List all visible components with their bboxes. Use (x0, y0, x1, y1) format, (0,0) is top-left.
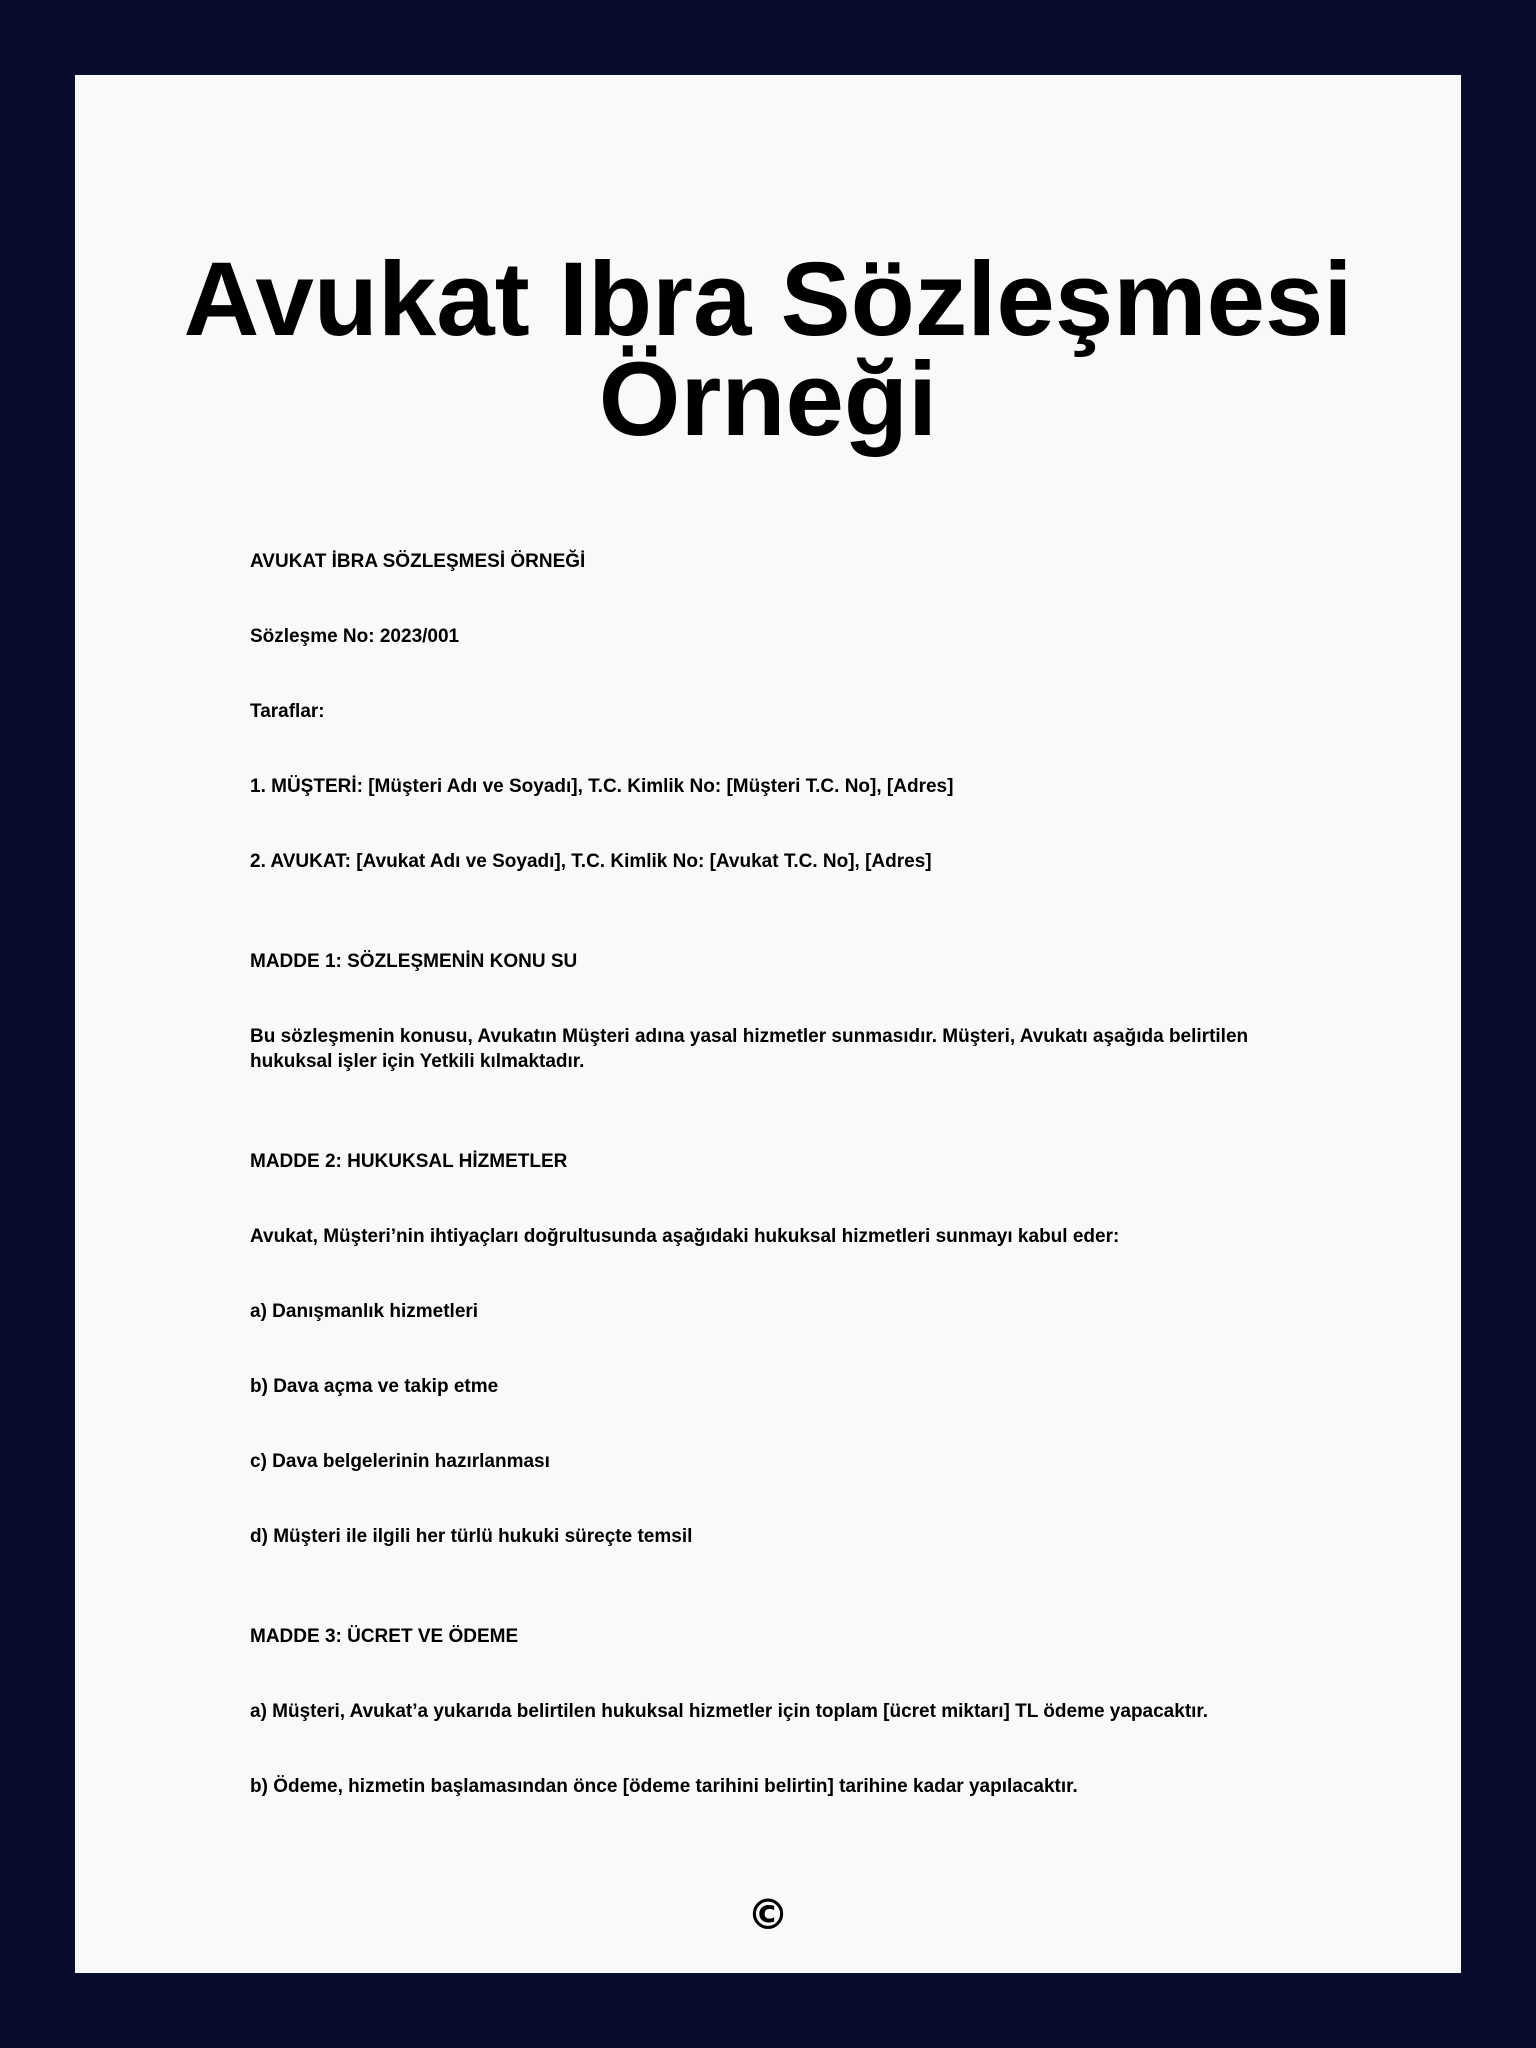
article-3-item-a: a) Müşteri, Avukat’a yukarıda belirtilen hukuksal hizmetler için toplam [ücret miktarı] TL ödeme yapacaktır. (250, 1701, 1209, 1722)
article-3-heading: MADDE 3: ÜCRET VE ÖDEME (250, 1626, 519, 1647)
article-2-item-d: d) Müşteri ile ilgili her türlü hukuki süreçte temsil (250, 1526, 693, 1547)
party-customer: 1. MÜŞTERİ: [Müşteri Adı ve Soyadı], T.C. Kimlik No: [Müşteri T.C. No], [Adres] (250, 776, 954, 797)
article-2-intro: Avukat, Müşteri’nin ihtiyaçları doğrultusunda aşağıdaki hukuksal hizmetleri sunmayı kabul eder: (250, 1226, 1120, 1247)
document-body (250, 549, 1310, 1799)
article-1-body: Bu sözleşmenin konusu, Avukatın Müşteri adına yasal hizmetler sunmasıdır. Müşteri, Avukatı aşağıda belirtilen hukuksal işler için Yetkili kılmaktadır. (250, 1026, 1249, 1072)
copyright-icon: © (747, 1890, 789, 1939)
article-2-item-b: b) Dava açma ve takip etme (250, 1376, 499, 1397)
party-lawyer: 2. AVUKAT: [Avukat Adı ve Soyadı], T.C. Kimlik No: [Avukat T.C. No], [Adres] (250, 851, 932, 872)
article-2-item-c: c) Dava belgelerinin hazırlanması (250, 1451, 550, 1472)
article-2-item-a: a) Danışmanlık hizmetleri (250, 1301, 479, 1322)
article-3-item-b: b) Ödeme, hizmetin başlamasından önce [ödeme tarihini belirtin] tarihine kadar yapılacaktır. (250, 1776, 1078, 1797)
document-heading: AVUKAT İBRA SÖZLEŞMESİ ÖRNEĞİ (250, 551, 586, 572)
article-2-heading: MADDE 2: HUKUKSAL HİZMETLER (250, 1151, 568, 1172)
article-1-heading: MADDE 1: SÖZLEŞMENİN KONU SU (250, 951, 578, 972)
contract-number: Sözleşme No: 2023/001 (250, 626, 460, 647)
parties-label: Taraflar: (250, 701, 325, 722)
document-title: Avukat Ibra Sözleşmesi Örneği (183, 241, 1353, 458)
document-page (75, 75, 1461, 1973)
